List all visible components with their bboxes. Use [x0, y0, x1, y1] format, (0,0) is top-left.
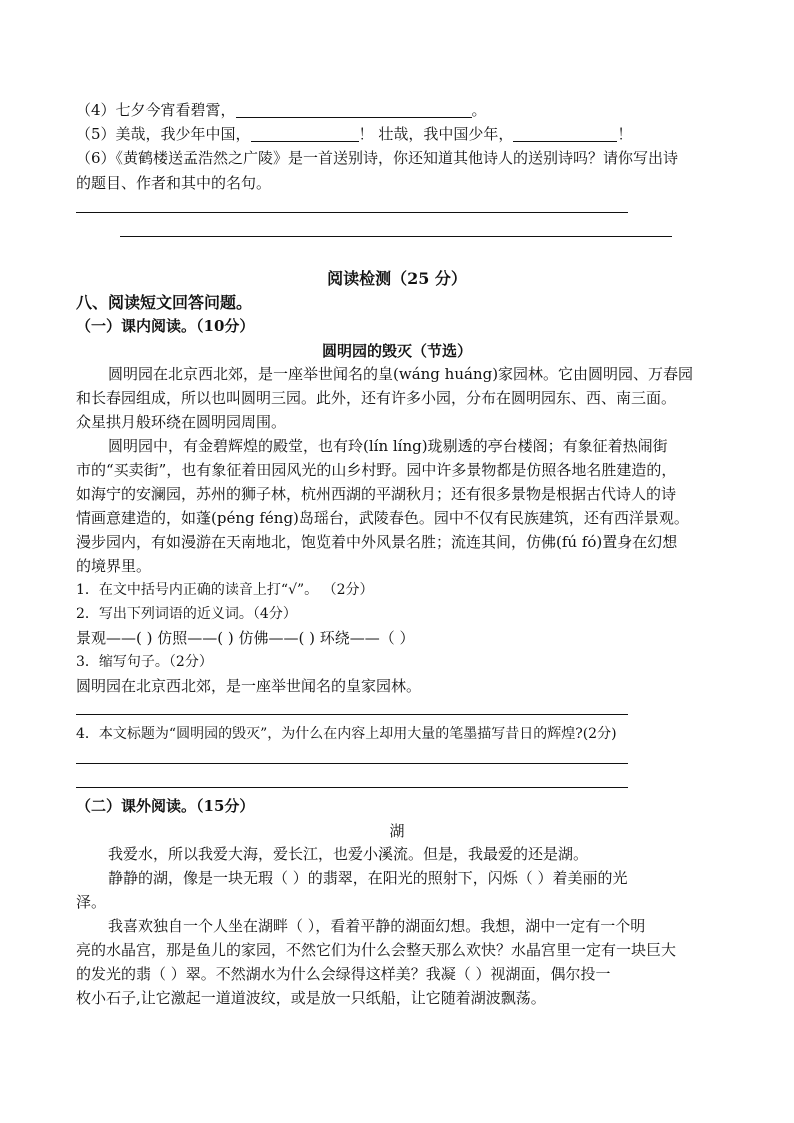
passage1-title: 圆明园的毁灭（节选） — [321, 342, 472, 360]
answer-blank[interactable] — [251, 125, 359, 142]
q5-text-b: ！ 壮哉，我中国少年， — [358, 125, 514, 143]
q5-end: ！ — [617, 125, 633, 143]
lake-line: 我喜欢独自一个人坐在湖畔（ ），看着平静的湖面幻想。我想，湖中一定有一个明 — [108, 917, 646, 935]
reading-q1: 1．在文中括号内正确的读音上打“√”。 （2分） — [76, 582, 374, 598]
question-6-line2: 的题目、作者和其中的名句。 — [76, 174, 272, 192]
lake-line: 我爱水，所以我爱大海，爱长江，也爱小溪流。但是，我最爱的还是湖。 — [108, 845, 589, 863]
synonym-blanks[interactable]: 景观——( ) 仿照——( ) 仿佛——( ) 环绕——（ ） — [76, 629, 415, 647]
part8-title: 八、阅读短文回答问题。 — [76, 293, 253, 312]
answer-line[interactable] — [76, 714, 628, 715]
lake-line: 枚小石子,让它激起一道道波纹，或是放一只纸船，让它随着湖波飘荡。 — [76, 989, 546, 1007]
p2-line: 漫步园内，有如漫游在天南地北，饱览着中外风景名胜；流连其间，仿佛(fú fó)置身在幻想 — [76, 533, 678, 551]
lake-line: 亮的水晶宫，那是鱼儿的家园，不然它们为什么会整天那么欢快？水晶宫里一定有一块巨大 — [76, 941, 677, 959]
lake-line: 静静的湖，像是一块无瑕（ ）的翡翠，在阳光的照射下，闪烁（ ）着美丽的光 — [108, 869, 628, 887]
question-5 — [76, 122, 632, 146]
reading-q2: 2．写出下列词语的近义词。（4分） — [76, 606, 297, 622]
outclass-title: （二）课外阅读。（15分） — [76, 797, 255, 815]
p2-line: 如海宁的安澜园，苏州的狮子林，杭州西湖的平湖秋月；还有很多景物是根据古代诗人的诗 — [76, 485, 677, 503]
lake-line: 的发光的翡（ ）翠。不然湖水为什么会绿得这样美？我凝（ ）视湖面，偶尔投一 — [76, 965, 611, 983]
q5-text-a: （5）美哉，我少年中国， — [76, 125, 251, 143]
answer-blank[interactable] — [513, 125, 617, 142]
p1-line: 众星拱月般环绕在圆明园周围。 — [76, 413, 287, 431]
p2-line: 圆明园中，有金碧辉煌的殿堂，也有玲(lín líng)珑剔透的亭台楼阁；有象征着热闹街 — [108, 437, 668, 455]
q4-text: （4）七夕今宵看碧霄， — [76, 101, 236, 119]
answer-line[interactable] — [120, 236, 672, 237]
section-title: 阅读检测（25 分） — [327, 269, 467, 288]
answer-line[interactable] — [76, 212, 628, 213]
lake-line: 泽。 — [76, 893, 107, 911]
reading-q4: 4．本文标题为“圆明园的毁灭”，为什么在内容上却用大量的笔墨描写昔日的辉煌?(2分) — [76, 726, 617, 742]
question-4 — [76, 98, 487, 122]
p1-line: 圆明园在北京西北郊，是一座举世闻名的皇(wáng huáng)家园林。它由圆明园、万春园 — [108, 365, 694, 383]
p2-line: 情画意建造的，如蓬(péng féng)岛瑶台，武陵春色。园中不仅有民族建筑，还有西洋景观。 — [76, 509, 689, 527]
q4-end: 。 — [471, 101, 487, 119]
p2-line: 的境界里。 — [76, 557, 152, 575]
answer-line[interactable] — [76, 763, 628, 764]
q3-sentence: 圆明园在北京西北郊，是一座举世闻名的皇家园林。 — [76, 677, 422, 695]
answer-line[interactable] — [76, 787, 628, 788]
p2-line: 市的“买卖街”，也有象征着田园风光的山乡村野。园中许多景物都是仿照各地名胜建造的， — [76, 461, 677, 479]
inclass-title: （一）课内阅读。（10分） — [76, 317, 255, 335]
answer-blank[interactable] — [236, 101, 472, 118]
passage2-title: 湖 — [389, 822, 405, 840]
p1-line: 和长春园组成，所以也叫圆明三园。此外，还有许多小园，分布在圆明园东、西、南三面。 — [76, 389, 677, 407]
question-6-line1: （6）《黄鹤楼送孟浩然之广陵》是一首送别诗，你还知道其他诗人的送别诗吗？请你写出诗 — [76, 149, 679, 167]
reading-q3: 3．缩写句子。（2分） — [76, 654, 213, 670]
